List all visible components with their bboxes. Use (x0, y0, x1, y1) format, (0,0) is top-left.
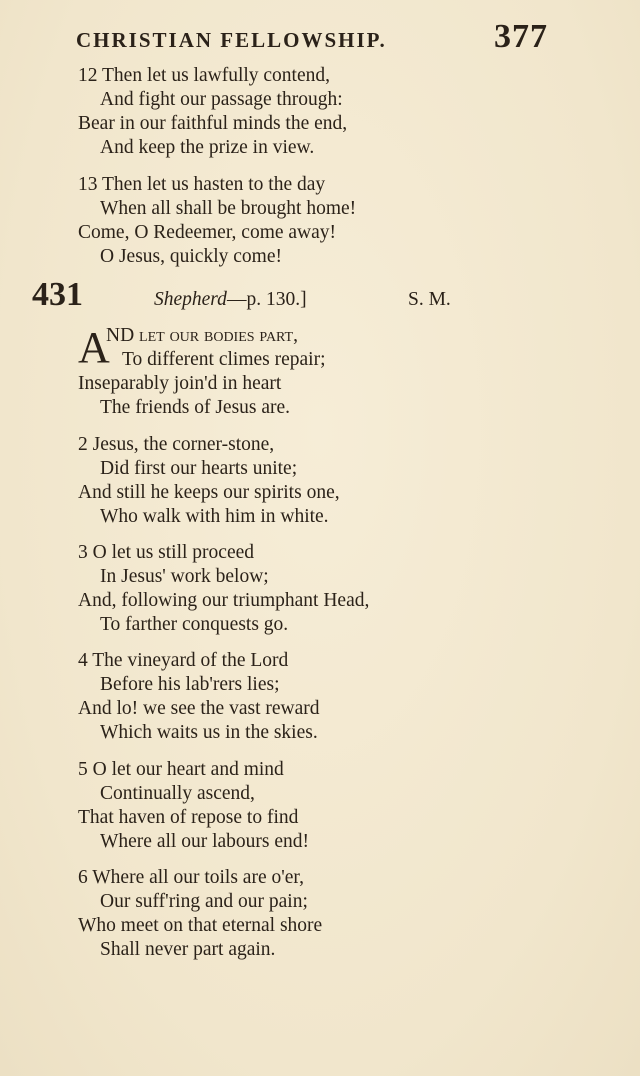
verse-line: Come, O Redeemer, come away! (78, 222, 337, 243)
verse-line: Continually ascend, (100, 783, 255, 804)
verse-line: In Jesus' work below; (100, 566, 269, 587)
verse-line: Where all our labours end! (100, 831, 309, 852)
verse-line: And lo! we see the vast reward (78, 698, 320, 719)
tune-page: —p. 130.] (226, 289, 307, 310)
verse-line: O Jesus, quickly come! (100, 246, 282, 267)
verse-line: ND let our bodies part, (106, 325, 298, 346)
verse-line: Who meet on that eternal shore (78, 915, 323, 936)
verse-line: 4 The vineyard of the Lord (78, 650, 289, 671)
verse-line: And keep the prize in view. (100, 137, 315, 158)
verse-line: And, following our triumphant Head, (78, 590, 370, 611)
verse-line: 3 O let us still proceed (78, 542, 255, 563)
verse-line: Did first our hearts unite; (100, 458, 298, 479)
verse-line: Inseparably join'd in heart (78, 373, 282, 394)
running-title: CHRISTIAN FELLOWSHIP. (76, 28, 387, 52)
hymn-number: 431 (32, 276, 83, 313)
verse-line: And fight our passage through: (100, 89, 343, 110)
verse-line: 2 Jesus, the corner-stone, (78, 434, 275, 455)
verse-line: 12 Then let us lawfully contend, (78, 65, 331, 86)
verse-line: Our suff'ring and our pain; (100, 891, 308, 912)
page-number: 377 (494, 18, 548, 55)
verse-line: Before his lab'rers lies; (100, 674, 280, 695)
verse-line: When all shall be brought home! (100, 198, 357, 219)
verse-line: 13 Then let us hasten to the day (78, 174, 326, 195)
page-header (76, 18, 556, 58)
verse-line: Bear in our faithful minds the end, (78, 113, 348, 134)
verse-line: Who walk with him in white. (100, 506, 329, 527)
tune-name: Shepherd (154, 289, 227, 310)
verse-line: To farther conquests go. (100, 614, 289, 635)
hymn-heading (32, 276, 492, 320)
verse-line: 6 Where all our toils are o'er, (78, 867, 304, 888)
verse-line: That haven of repose to find (78, 807, 299, 828)
meter: S. M. (408, 289, 451, 310)
verse-line: The friends of Jesus are. (100, 397, 291, 418)
tune-reference (154, 289, 307, 311)
verse-line: Which waits us in the skies. (100, 722, 318, 743)
verse-line: Shall never part again. (100, 939, 276, 960)
verse-line: And still he keeps our spirits one, (78, 482, 340, 503)
verse-line: To different climes repair; (122, 349, 326, 370)
verse-line: 5 O let our heart and mind (78, 759, 284, 780)
drop-cap: A (78, 323, 110, 372)
